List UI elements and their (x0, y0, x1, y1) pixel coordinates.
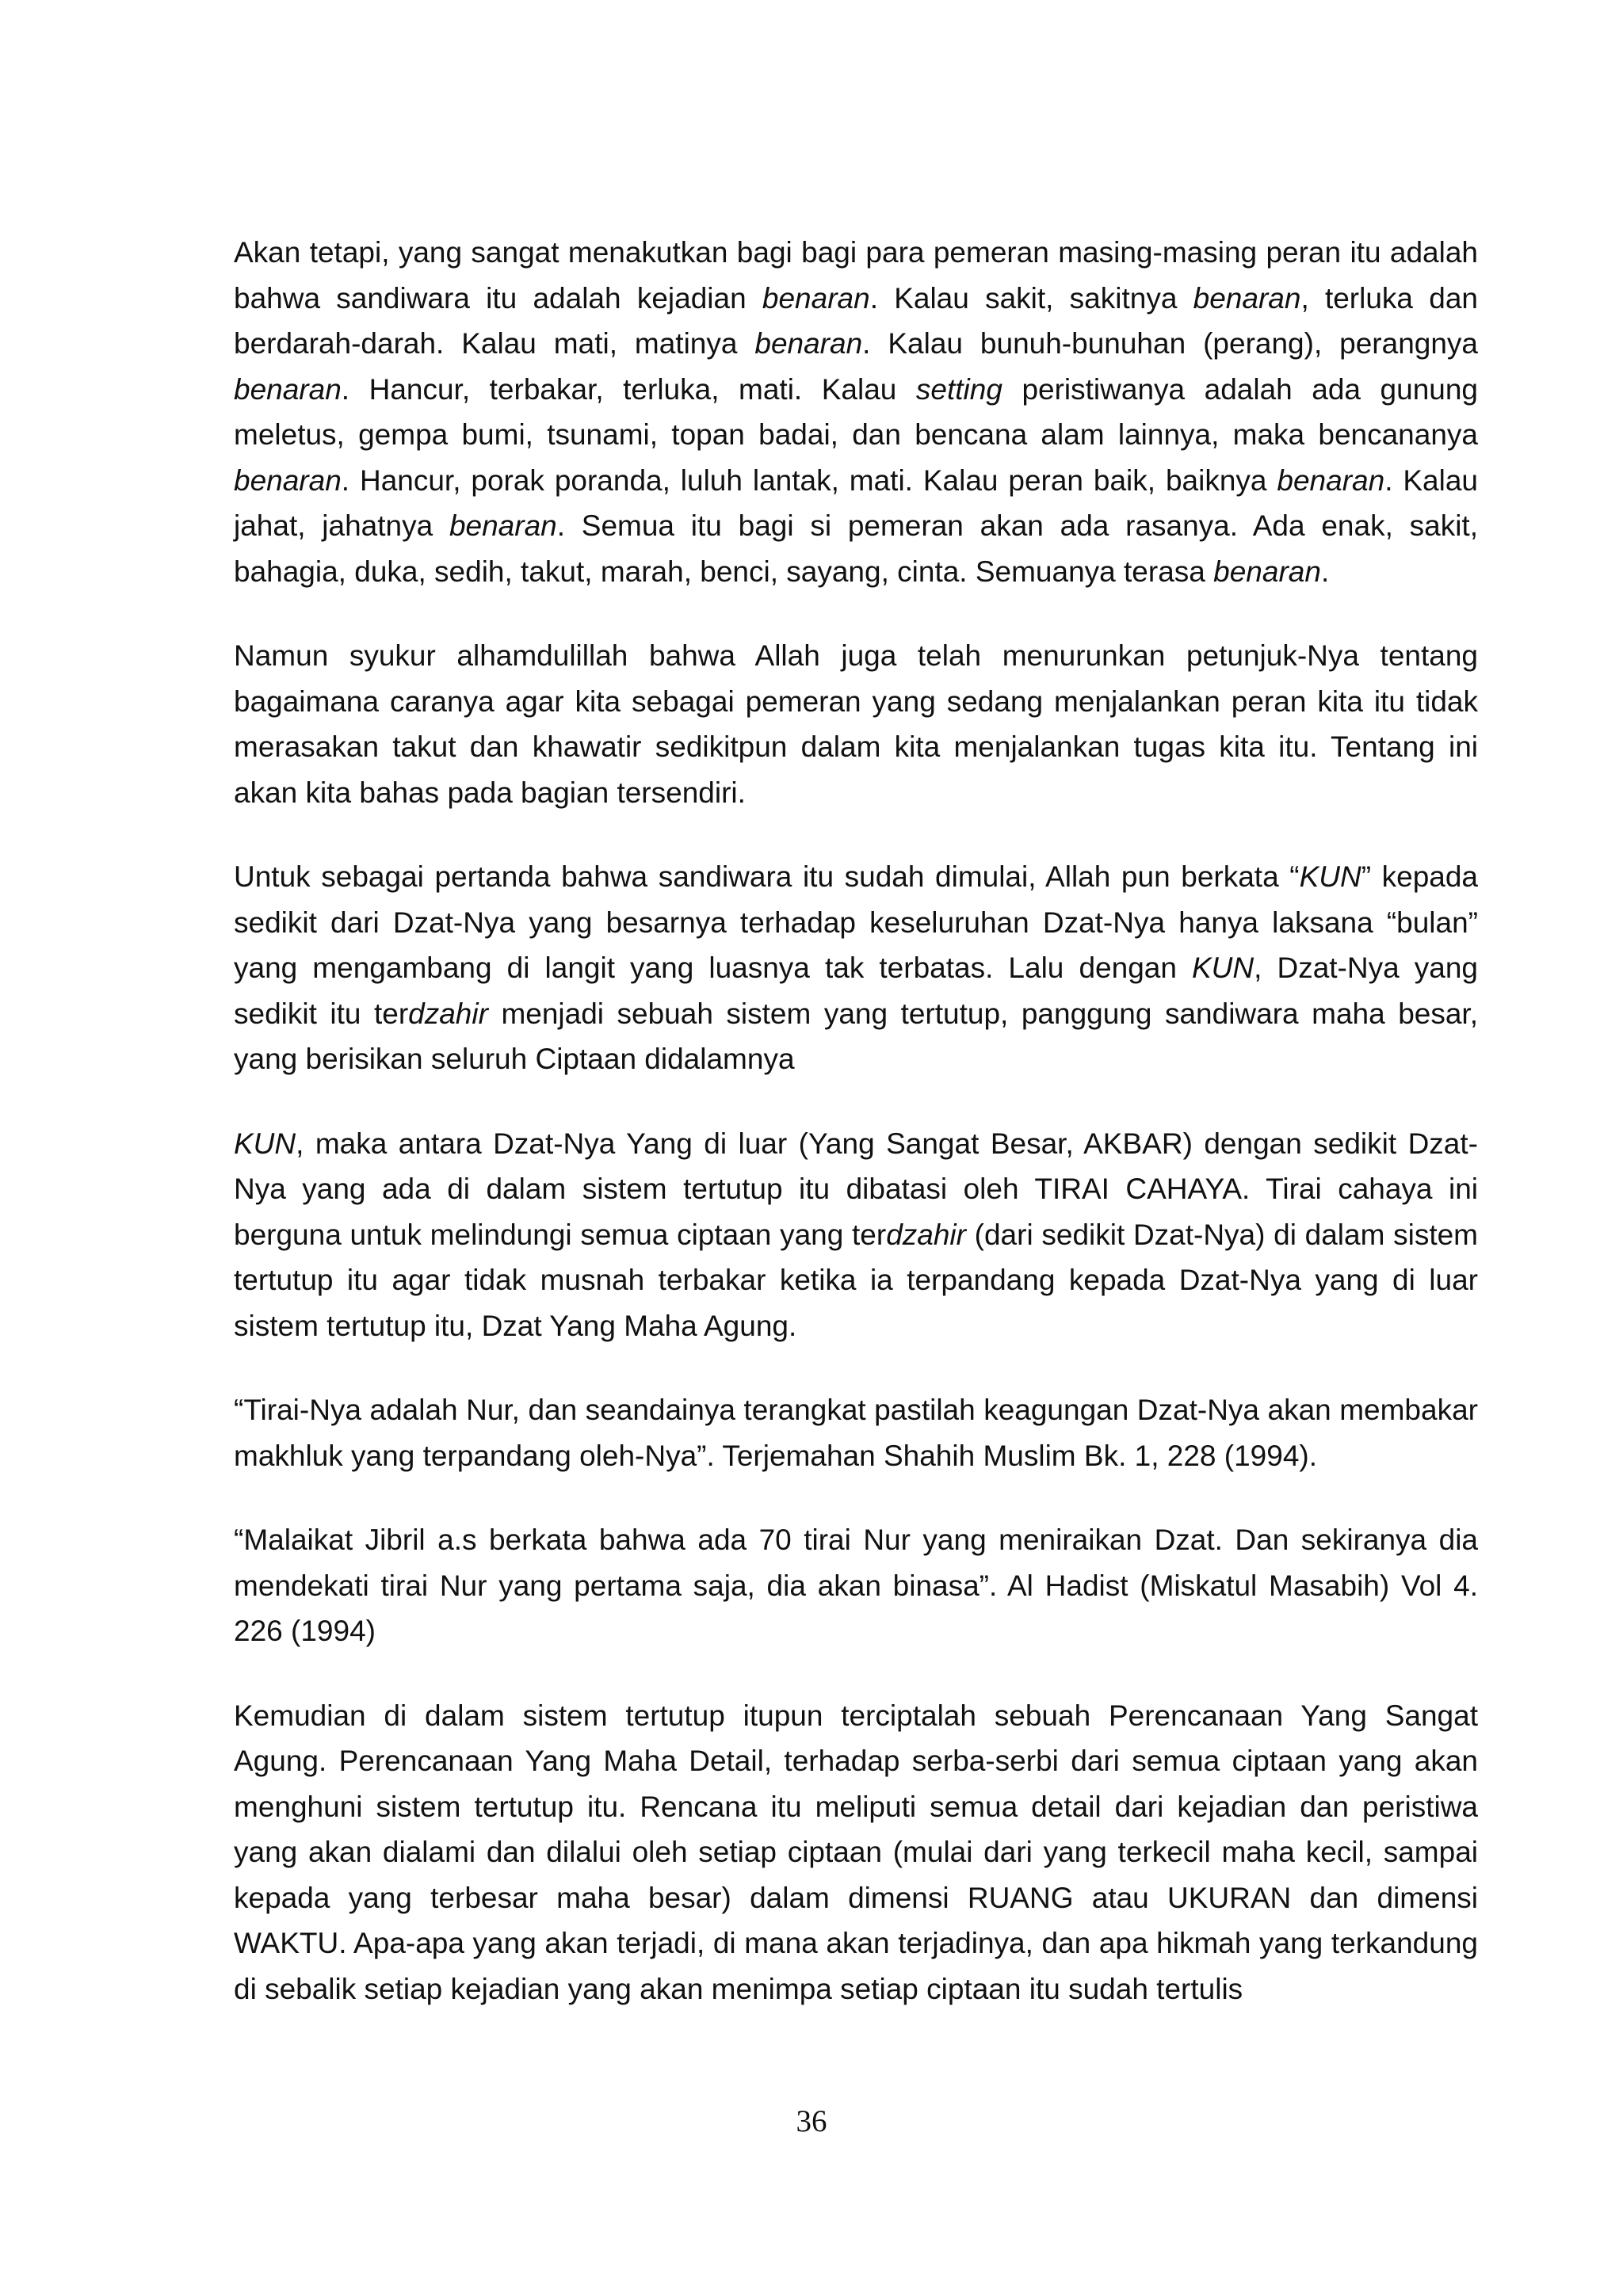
paragraph-text: Akan tetapi, yang sangat menakutkan bagi bagi para pemeran masing-masing peran itu adalah bahwa sandiwara itu adalah kejadian (234, 236, 1478, 315)
paragraph-text: “Tirai-Nya adalah Nur, dan seandainya terangkat pastilah keagungan Dzat-Nya akan membakar makhluk yang terpandang oleh-Nya”. Terjemahan Shahih Muslim Bk. 1, 228 (1994). (234, 1394, 1478, 1472)
paragraph-text: . Semua itu bagi si pemeran akan ada rasanya. Ada enak, sakit, bahagia, duka, sedih, takut, marah, benci, sayang, cinta. Semuanya terasa (234, 509, 1478, 588)
page-body (234, 230, 1478, 2050)
paragraph (234, 1517, 1478, 1654)
paragraph-text: . Hancur, porak poranda, luluh lantak, mati. Kalau peran baik, baiknya (341, 463, 1277, 497)
emphasis-text: benaran (449, 509, 557, 542)
paragraph (234, 854, 1478, 1082)
paragraph-text: Untuk sebagai pertanda bahwa sandiwara itu sudah dimulai, Allah pun berkata “ (234, 860, 1300, 893)
emphasis-text: KUN (234, 1127, 296, 1160)
paragraph (234, 1387, 1478, 1478)
paragraph-text: . Hancur, terbakar, terluka, mati. Kalau (341, 372, 916, 406)
emphasis-text: benaran (1277, 463, 1385, 497)
emphasis-text: benaran (234, 372, 342, 406)
paragraph-text: . Kalau bunuh-bunuhan (perang), perangnya (862, 327, 1478, 360)
paragraph (234, 633, 1478, 815)
paragraph-text: ” kepada sedikit dari Dzat-Nya yang besarnya terhadap keseluruhan Dzat-Nya hanya laksana “bulan” yang mengambang di langit yang luasnya tak terbatas. Lalu dengan (234, 860, 1479, 984)
paragraph-text: . Kalau jahat, jahatnya (234, 463, 1478, 542)
emphasis-text: benaran (1193, 281, 1301, 315)
page-number: 36 (796, 2104, 827, 2138)
paragraph-text: . Kalau sakit, sakitnya (869, 281, 1193, 315)
paragraph-text: , Dzat-Nya yang sedikit itu ter (234, 952, 1478, 1030)
paragraph-text: , maka antara Dzat-Nya Yang di luar (Yang Sangat Besar, AKBAR) dengan sedikit Dzat-Nya yang ada di dalam sistem tertutup itu dibatasi oleh TIRAI CAHAYA. Tirai cahaya ini berguna untuk melindungi semua ciptaan yang ter (234, 1127, 1478, 1251)
emphasis-text: dzahir (886, 1218, 966, 1251)
paragraph (234, 1121, 1478, 1349)
paragraph-text: , terluka dan berdarah-darah. Kalau mati, matinya (234, 281, 1478, 360)
paragraph-text: Kemudian di dalam sistem tertutup itupun terciptalah sebuah Perencanaan Yang Sangat Agung. Perencanaan Yang Maha Detail, terhadap serba-serbi dari semua ciptaan yang akan menghuni sistem tertutup itu. Rencana itu meliputi semua detail dari kejadian dan peristiwa yang akan dialami dan dilalui oleh setiap ciptaan (mulai dari yang terkecil maha kecil, sampai kepada yang terbesar maha besar) dalam dimensi RUANG atau UKURAN dan dimensi WAKTU. Apa-apa yang akan terjadi, di mana akan terjadinya, dan apa hikmah yang terkandung di sebalik setiap kejadian yang akan menimpa setiap ciptaan itu sudah tertulis (234, 1699, 1478, 2005)
emphasis-text: KUN (1299, 860, 1361, 893)
paragraph (234, 1693, 1478, 2012)
emphasis-text: benaran (762, 281, 870, 315)
emphasis-text: setting (915, 372, 1002, 406)
emphasis-text: KUN (1192, 952, 1254, 984)
paragraph-text: menjadi sebuah sistem yang tertutup, panggung sandiwara maha besar, yang berisikan seluruh Ciptaan didalamnya (234, 997, 1478, 1075)
paragraph-text: peristiwanya adalah ada gunung meletus, gempa bumi, tsunami, topan badai, dan bencana alam lainnya, maka bencananya (234, 372, 1479, 451)
emphasis-text: benaran (754, 327, 863, 360)
paragraph-text: . (1320, 555, 1330, 588)
emphasis-text: dzahir (408, 997, 488, 1030)
paragraph-text: “Malaikat Jibril a.s berkata bahwa ada 70 tirai Nur yang meniraikan Dzat. Dan sekiranya dia mendekati tirai Nur yang pertama saja, dia akan binasa”. Al Hadist (Miskatul Masabih) Vol 4. 226 (1994) (234, 1524, 1478, 1647)
paragraph-text: Namun syukur alhamdulillah bahwa Allah juga telah menurunkan petunjuk-Nya tentang bagaimana caranya agar kita sebagai pemeran yang sedang menjalankan peran kita itu tidak merasakan takut dan khawatir sedikitpun dalam kita menjalankan tugas kita itu. Tentang ini akan kita bahas pada bagian tersendiri. (234, 639, 1478, 809)
paragraph-text: (dari sedikit Dzat-Nya) di dalam sistem tertutup itu agar tidak musnah terbakar ketika ia terpandang kepada Dzat-Nya yang di luar sistem tertutup itu, Dzat Yang Maha Agung. (234, 1218, 1479, 1342)
paragraph (234, 230, 1478, 594)
emphasis-text: benaran (234, 463, 342, 497)
emphasis-text: benaran (1213, 555, 1321, 588)
